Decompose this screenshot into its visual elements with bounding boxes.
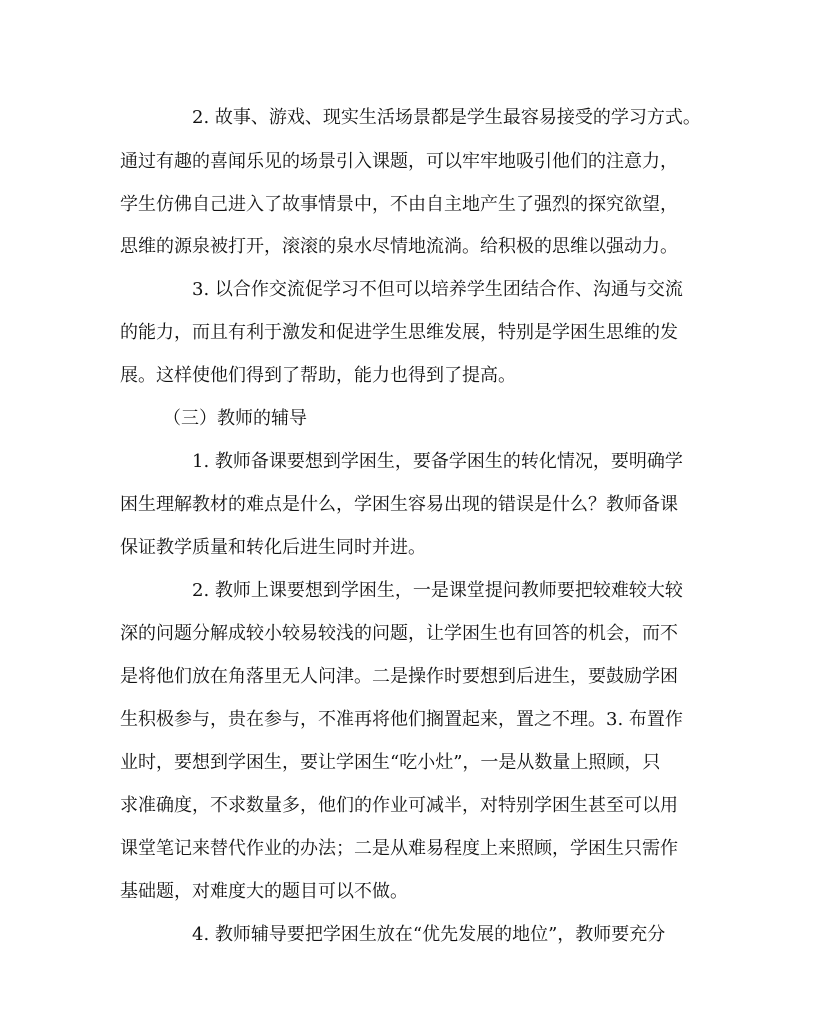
paragraph-line: 生积极参与，贵在参与，不准再将他们搁置起来，置之不理。3. 布置作 (120, 709, 683, 730)
paragraph-line: 业时，要想到学困生，要让学困生“吃小灶”，一是从数量上照顾，只 (120, 752, 661, 773)
paragraph-line: 求准确度，不求数量多，他们的作业可减半，对特别学困生甚至可以用 (120, 795, 678, 816)
paragraph-line: 4. 教师辅导要把学困生放在“优先发展的地位”，教师要充分 (192, 924, 666, 945)
paragraph-line: 1. 教师备课要想到学困生，要备学困生的转化情况，要明确学 (192, 451, 683, 472)
paragraph-line: 的能力，而且有利于激发和促进学生思维发展，特别是学困生思维的发 (120, 322, 678, 343)
paragraph-line: 保证教学质量和转化后进生同时并进。 (120, 537, 426, 558)
paragraph-line: 通过有趣的喜闻乐见的场景引入课题，可以牢牢地吸引他们的注意力， (120, 151, 678, 172)
paragraph-line: 是将他们放在角落里无人问津。二是操作时要想到后进生，要鼓励学困 (120, 666, 678, 687)
paragraph-line: 深的问题分解成较小较易较浅的问题，让学困生也有回答的机会，而不 (120, 623, 678, 644)
paragraph-line: 基础题，对难度大的题目可以不做。 (120, 881, 408, 902)
paragraph-line: 3. 以合作交流促学习不但可以培养学生团结合作、沟通与交流 (192, 279, 683, 300)
section-heading: （三）教师的辅导 (163, 408, 307, 429)
paragraph-line: 2. 故事、游戏、现实生活场景都是学生最容易接受的学习方式。 (192, 107, 701, 128)
paragraph-line: 课堂笔记来替代作业的办法；二是从难易程度上来照顾，学困生只需作 (120, 838, 678, 859)
paragraph-line: 2. 教师上课要想到学困生，一是课堂提问教师要把较难较大较 (192, 580, 683, 601)
paragraph-line: 展。这样使他们得到了帮助，能力也得到了提高。 (120, 365, 516, 386)
paragraph-line: 思维的源泉被打开，滚滚的泉水尽情地流淌。给积极的思维以强动力。 (120, 236, 678, 257)
paragraph-line: 困生理解教材的难点是什么，学困生容易出现的错误是什么？教师备课 (120, 494, 678, 515)
paragraph-line: 学生仿佛自己进入了故事情景中，不由自主地产生了强烈的探究欲望， (120, 194, 678, 215)
